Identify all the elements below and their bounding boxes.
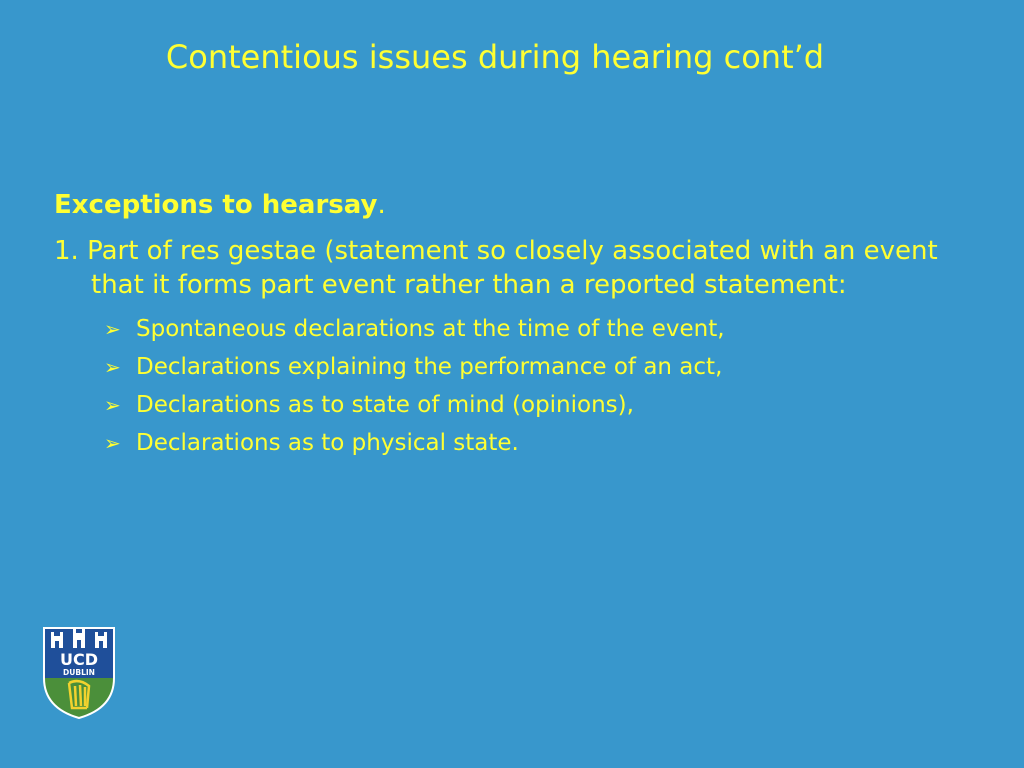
bullet-text: Declarations as to physical state. bbox=[136, 430, 519, 456]
bullet-text: Spontaneous declarations at the time of the event, bbox=[136, 316, 725, 342]
arrow-bullet-icon: ➢ bbox=[104, 317, 121, 341]
section-heading-period: . bbox=[377, 190, 386, 220]
arrow-bullet-icon: ➢ bbox=[104, 431, 121, 455]
logo-wordmark: UCD bbox=[59, 650, 99, 669]
list-item bbox=[104, 348, 954, 386]
logo-subtitle: DUBLIN bbox=[63, 668, 95, 677]
bullet-text: Declarations explaining the performance of an act, bbox=[136, 354, 723, 380]
ucd-logo bbox=[42, 616, 116, 720]
slide-title: Contentious issues during hearing cont’d bbox=[165, 38, 825, 76]
arrow-bullet-icon: ➢ bbox=[104, 355, 121, 379]
section-heading bbox=[54, 190, 954, 220]
slide-content bbox=[54, 190, 954, 462]
list-item bbox=[104, 424, 954, 462]
section-heading-text: Exceptions to hearsay bbox=[54, 190, 378, 220]
bullet-text: Declarations as to state of mind (opinions), bbox=[136, 392, 634, 418]
list-item bbox=[104, 386, 954, 424]
numbered-item-1: 1. Part of res gestae (statement so closely associated with an event that it forms part event rather than a reported statement: bbox=[54, 236, 938, 300]
arrow-bullet-icon: ➢ bbox=[104, 393, 121, 417]
sub-bullet-list bbox=[54, 310, 954, 462]
list-item bbox=[104, 310, 954, 348]
